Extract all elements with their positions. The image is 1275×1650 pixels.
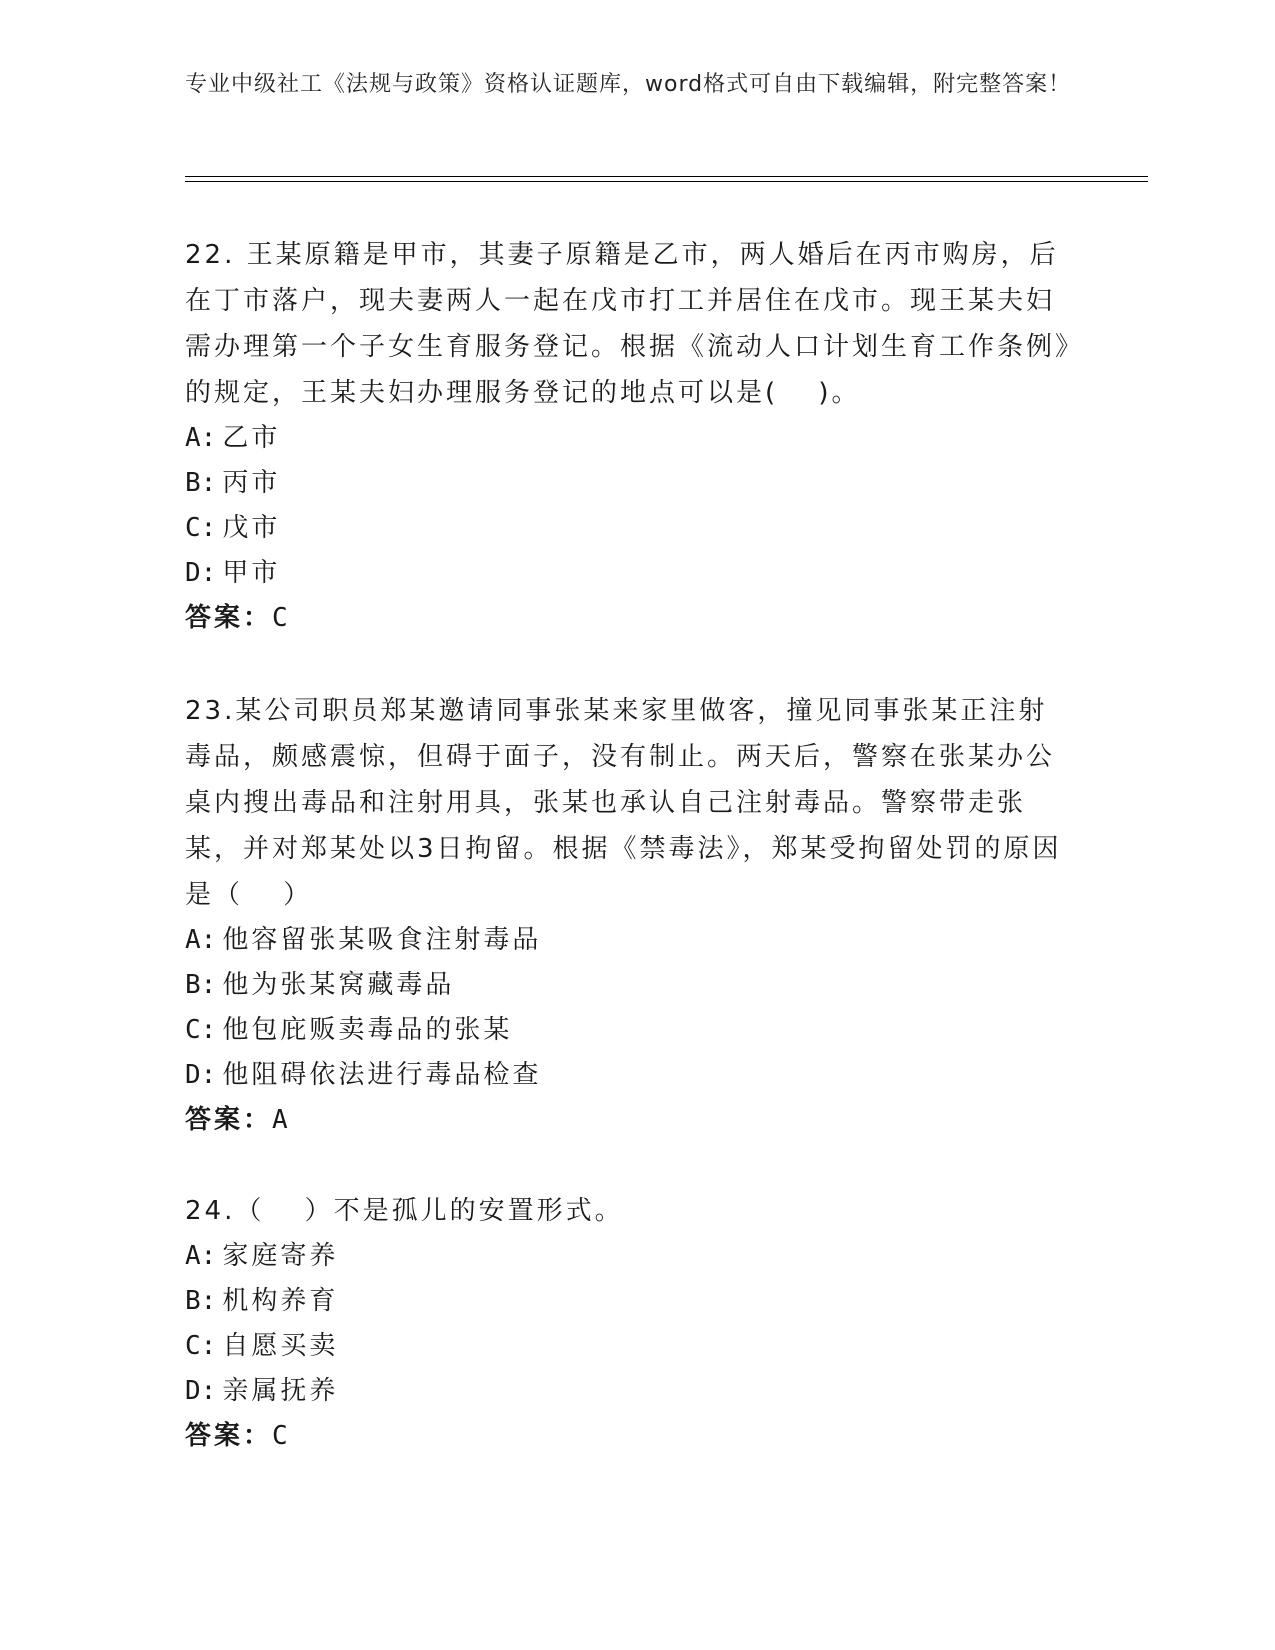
option-letter: A: (185, 423, 217, 453)
option-c (185, 506, 1075, 551)
question-24 (185, 1188, 1075, 1459)
question-stem: 22. 王某原籍是甲市，其妻子原籍是乙市，两人婚后在丙市购房，后在丁市落户，现夫妻两人一起在戊市打工并居住在戊市。现王某夫妇需办理第一个子女生育服务登记。根据《流动人口计划生育工作条例》的规定，王某夫妇办理服务登记的地点可以是( )。 (185, 240, 1072, 408)
option-a (185, 1234, 1075, 1279)
option-text: 亲属抚养 (222, 1376, 339, 1406)
option-c (185, 1008, 1075, 1053)
option-b (185, 1279, 1075, 1324)
option-b (185, 461, 1075, 506)
option-a (185, 416, 1075, 461)
answer-line (185, 1098, 1075, 1143)
option-text: 他阻碍依法进行毒品检查 (222, 1060, 542, 1090)
option-letter: A: (185, 1241, 217, 1271)
option-letter: C: (185, 513, 217, 543)
option-letter: C: (185, 1331, 217, 1361)
option-text: 他包庇贩卖毒品的张某 (222, 1015, 513, 1045)
question-stem: 23.某公司职员郑某邀请同事张某来家里做客，撞见同事张某正注射毒品，颇感震惊，但碍于面子，没有制止。两天后，警察在张某办公桌内搜出毒品和注射用具，张某也承认自己注射毒品。警察带走张某，并对郑某处以3日拘留。根据《禁毒法》，郑某受拘留处罚的原因是（ ） (185, 696, 1062, 910)
option-text: 他为张某窝藏毒品 (222, 970, 455, 1000)
answer-line (185, 1414, 1075, 1459)
option-text: 他容留张某吸食注射毒品 (222, 925, 542, 955)
option-letter: D: (185, 1060, 217, 1090)
option-d (185, 1369, 1075, 1414)
option-letter: C: (185, 1015, 217, 1045)
option-text: 戊市 (222, 513, 281, 543)
answer-label: 答案： (185, 1421, 273, 1451)
option-d (185, 551, 1075, 596)
question-stem: 24.（ ）不是孤儿的安置形式。 (185, 1196, 624, 1226)
question-23 (185, 688, 1075, 1143)
option-letter: B: (185, 1286, 217, 1316)
option-text: 机构养育 (222, 1286, 339, 1316)
question-22 (185, 232, 1075, 641)
answer-label: 答案： (185, 1105, 273, 1135)
header-rule-top (185, 176, 1148, 177)
option-letter: D: (185, 558, 217, 588)
document-header: 专业中级社工《法规与政策》资格认证题库，word格式可自由下载编辑，附完整答案！ (185, 72, 1072, 97)
header-rule-bottom (185, 181, 1148, 182)
option-d (185, 1053, 1075, 1098)
option-text: 家庭寄养 (222, 1241, 339, 1271)
option-letter: A: (185, 925, 217, 955)
option-a (185, 918, 1075, 963)
answer-label: 答案： (185, 603, 273, 633)
option-letter: D: (185, 1376, 217, 1406)
answer-line (185, 596, 1075, 641)
answer-value: C (272, 1421, 288, 1451)
option-text: 自愿买卖 (222, 1331, 339, 1361)
option-text: 甲市 (222, 558, 281, 588)
answer-value: A (272, 1105, 288, 1135)
option-text: 乙市 (222, 423, 281, 453)
option-b (185, 963, 1075, 1008)
option-letter: B: (185, 468, 217, 498)
answer-value: C (272, 603, 288, 633)
option-text: 丙市 (222, 468, 281, 498)
option-letter: B: (185, 970, 217, 1000)
option-c (185, 1324, 1075, 1369)
